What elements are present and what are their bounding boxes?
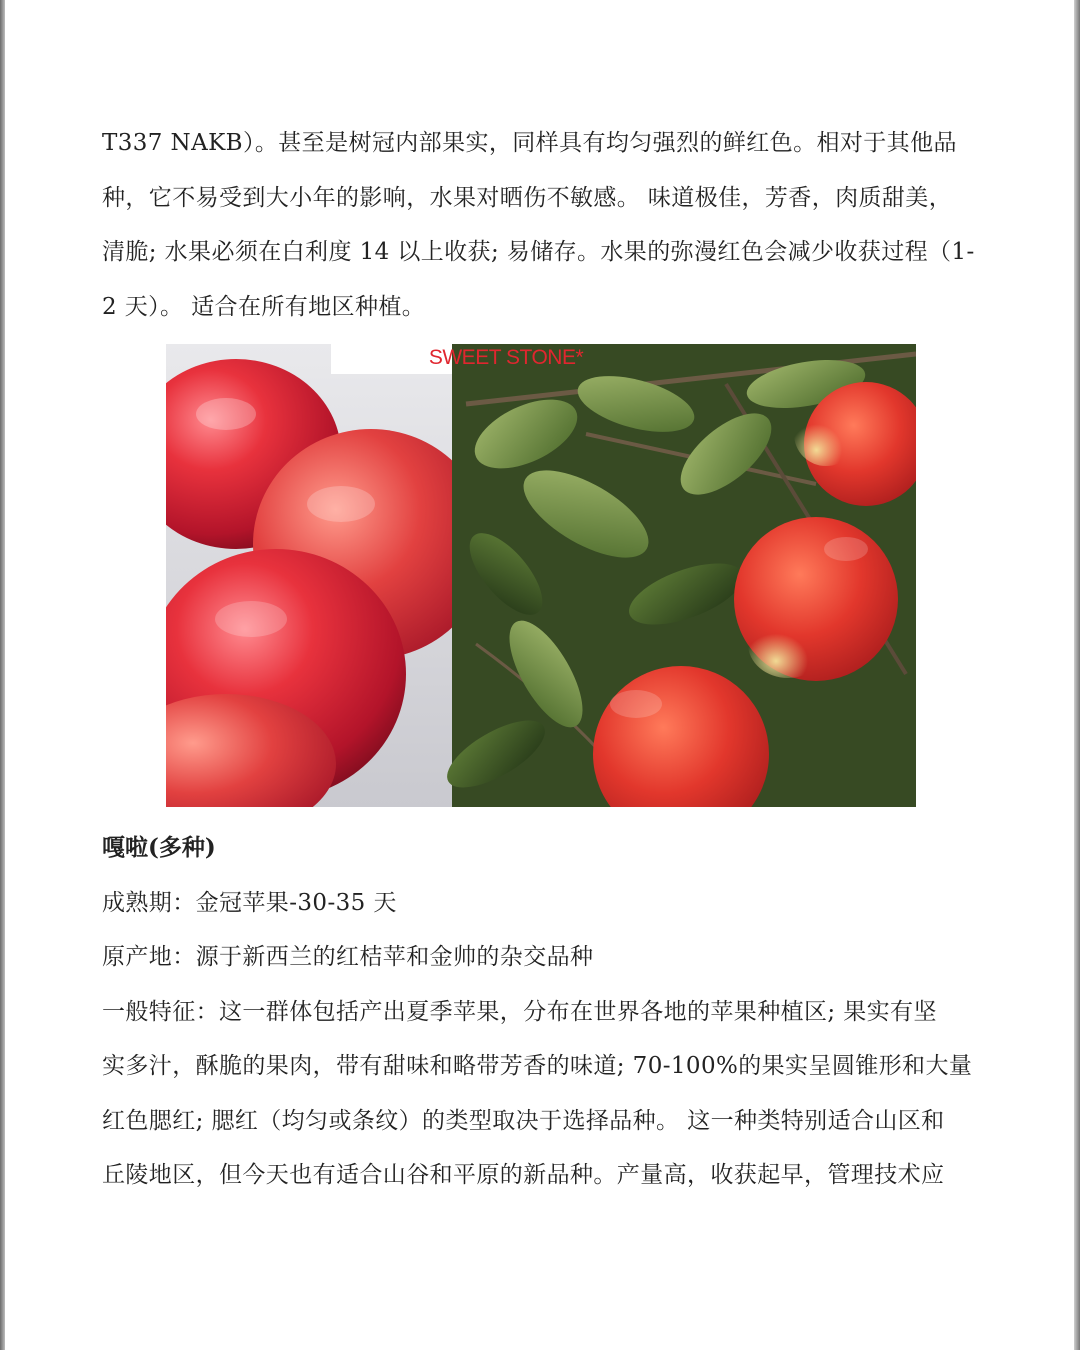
characteristics-paragraph [102,985,987,1203]
page-left-edge [0,0,5,1350]
intro-line: T337 NAKB）。甚至是树冠内部果实，同样具有均匀强烈的鲜红色。相对于其他品 [102,130,957,156]
intro-line: 清脆; 水果必须在白利度 14 以上收获; 易储存。水果的弥漫红色会减少收获过程（1- [102,239,975,265]
apple-photo [166,344,916,807]
document-page [102,116,987,1203]
section-title: 嘎啦(多种) [102,834,216,861]
ripening-period: 成熟期：金冠苹果-30-35 天 [102,889,397,916]
page-right-edge [1074,0,1080,1350]
characteristics-line: 丘陵地区，但今天也有适合山谷和平原的新品种。产量高，收获起早，管理技术应 [102,1162,945,1188]
characteristics-line: 红色腮红; 腮红（均匀或条纹）的类型取决于选择品种。 这一种类特别适合山区和 [102,1107,945,1134]
apple-photo-illustration [166,344,916,807]
characteristics-line: 一般特征：这一群体包括产出夏季苹果，分布在世界各地的苹果种植区; 果实有坚 [102,998,937,1025]
photo-caption: SWEET STONE* [428,346,584,369]
intro-line: 种，它不易受到大小年的影响，水果对晒伤不敏感。 味道极佳，芳香，肉质甜美， [102,184,953,211]
intro-line: 2 天）。 适合在所有地区种植。 [102,293,426,320]
characteristics-line: 实多汁，酥脆的果肉，带有甜味和略带芳香的味道; 70-100%的果实呈圆锥形和大量 [102,1053,973,1079]
intro-paragraph [102,116,987,334]
origin: 原产地：源于新西兰的红桔苹和金帅的杂交品种 [102,944,594,970]
